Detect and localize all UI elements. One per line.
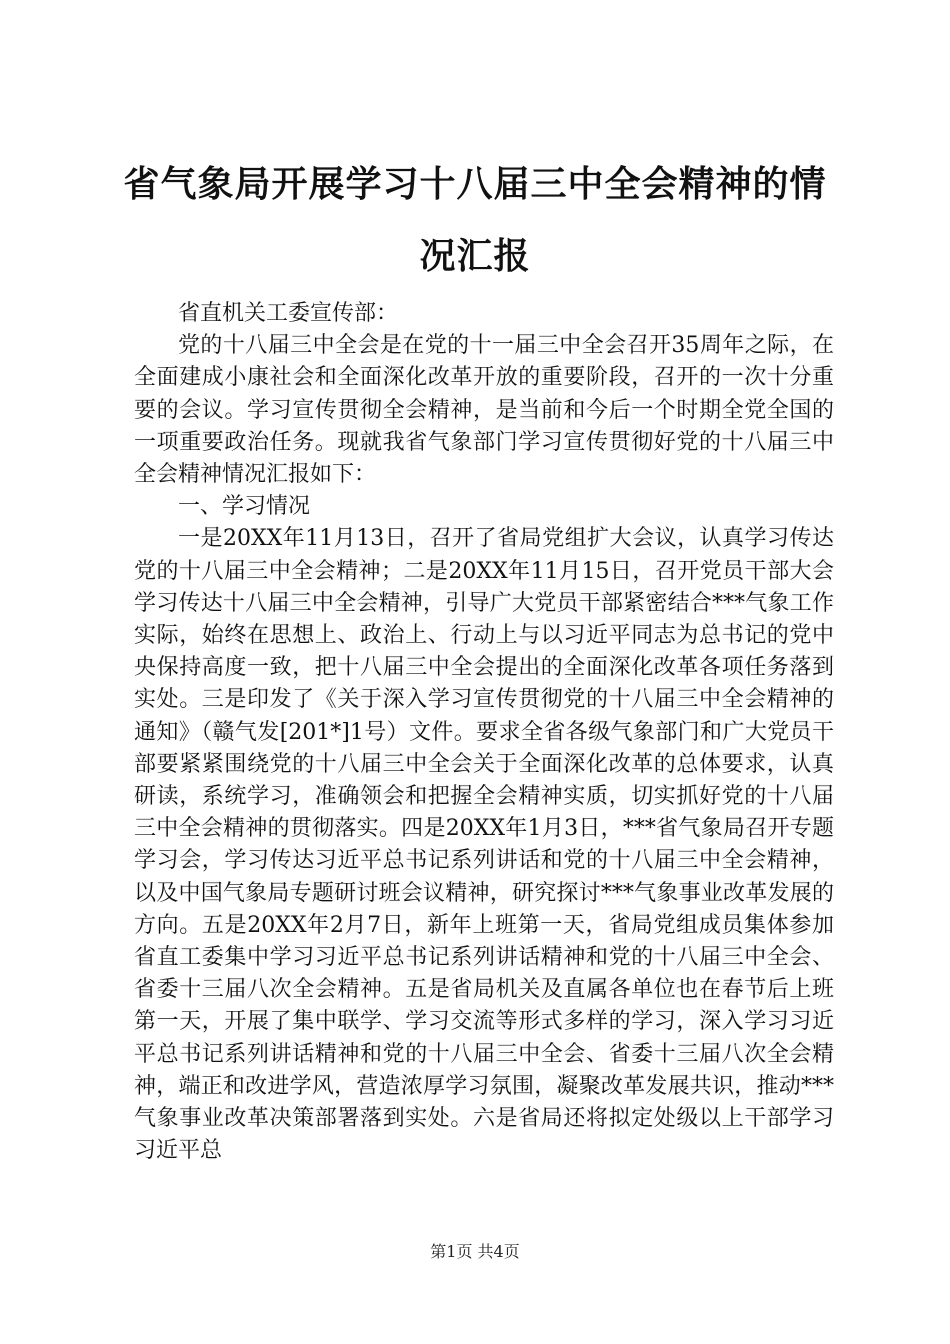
page-number-footer: 第1页 共4页 xyxy=(430,1242,520,1261)
document-body xyxy=(134,298,834,1167)
paragraph-intro: 党的十八届三中全会是在党的十一届三中全会召开35周年之际，在全面建成小康社会和全面深化改革开放的重要阶段，召开的一次十分重要的会议。学习宣传贯彻全会精神，是当前和今后一个时期全党全国的一项重要政治任务。现就我省气象部门学习宣传贯彻好党的十八届三中全会精神情况汇报如下： xyxy=(134,333,834,488)
document-title: 省气象局开展学习十八届三中全会精神的情况汇报 xyxy=(123,163,827,277)
section-heading: 一、学习情况 xyxy=(178,494,311,520)
salutation: 省直机关工委宣传部： xyxy=(178,301,399,326)
paragraph-study: 一是20XX年11月13日，召开了省局党组扩大会议，认真学习传达党的十八届三中全会精神；二是20XX年11月15日，召开党员干部大会学习传达十八届三中全会精神，引导广大党员干部紧密结合***气象工作实际，始终在思想上、政治上、行动上与以习近平同志为总书记的党中央保持高度一致，把十八届三中全会提出的全面深化改革各项任务落到实处。三是印发了《关于深入学习宣传贯彻党的十八届三中全会精神的通知》（赣气发[201*]1号）文件。要求全省各级气象部门和广大党员干部要紧紧围绕党的十八届三中全会关于全面深化改革的总体要求，认真研读，系统学习，准确领会和把握全会精神实质，切实抓好党的十八届三中全会精神的贯彻落实。四是20XX年1月3日，***省气象局召开专题学习会，学习传达习近平总书记系列讲话和党的十八届三中全会精神，以及中国气象局专题研讨班会议精神，研究探讨***气象事业改革发展的方向。五是20XX年2月7日，新年上班第一天，省局党组成员集体参加省直工委集中学习习近平总书记系列讲话精神和党的十八届三中全会、省委十三届八次全会精神。五是省局机关及直属各单位也在春节后上班第一天，开展了集中联学、学习交流等形式多样的学习，深入学习习近平总书记系列讲话精神和党的十八届三中全会、省委十三届八次全会精神，端正和改进学风，营造浓厚学习氛围，凝聚改革发展共识，推动***气象事业改革决策部署落到实处。六是省局还将拟定处级以上干部学习习近平总 xyxy=(134,526,834,1164)
